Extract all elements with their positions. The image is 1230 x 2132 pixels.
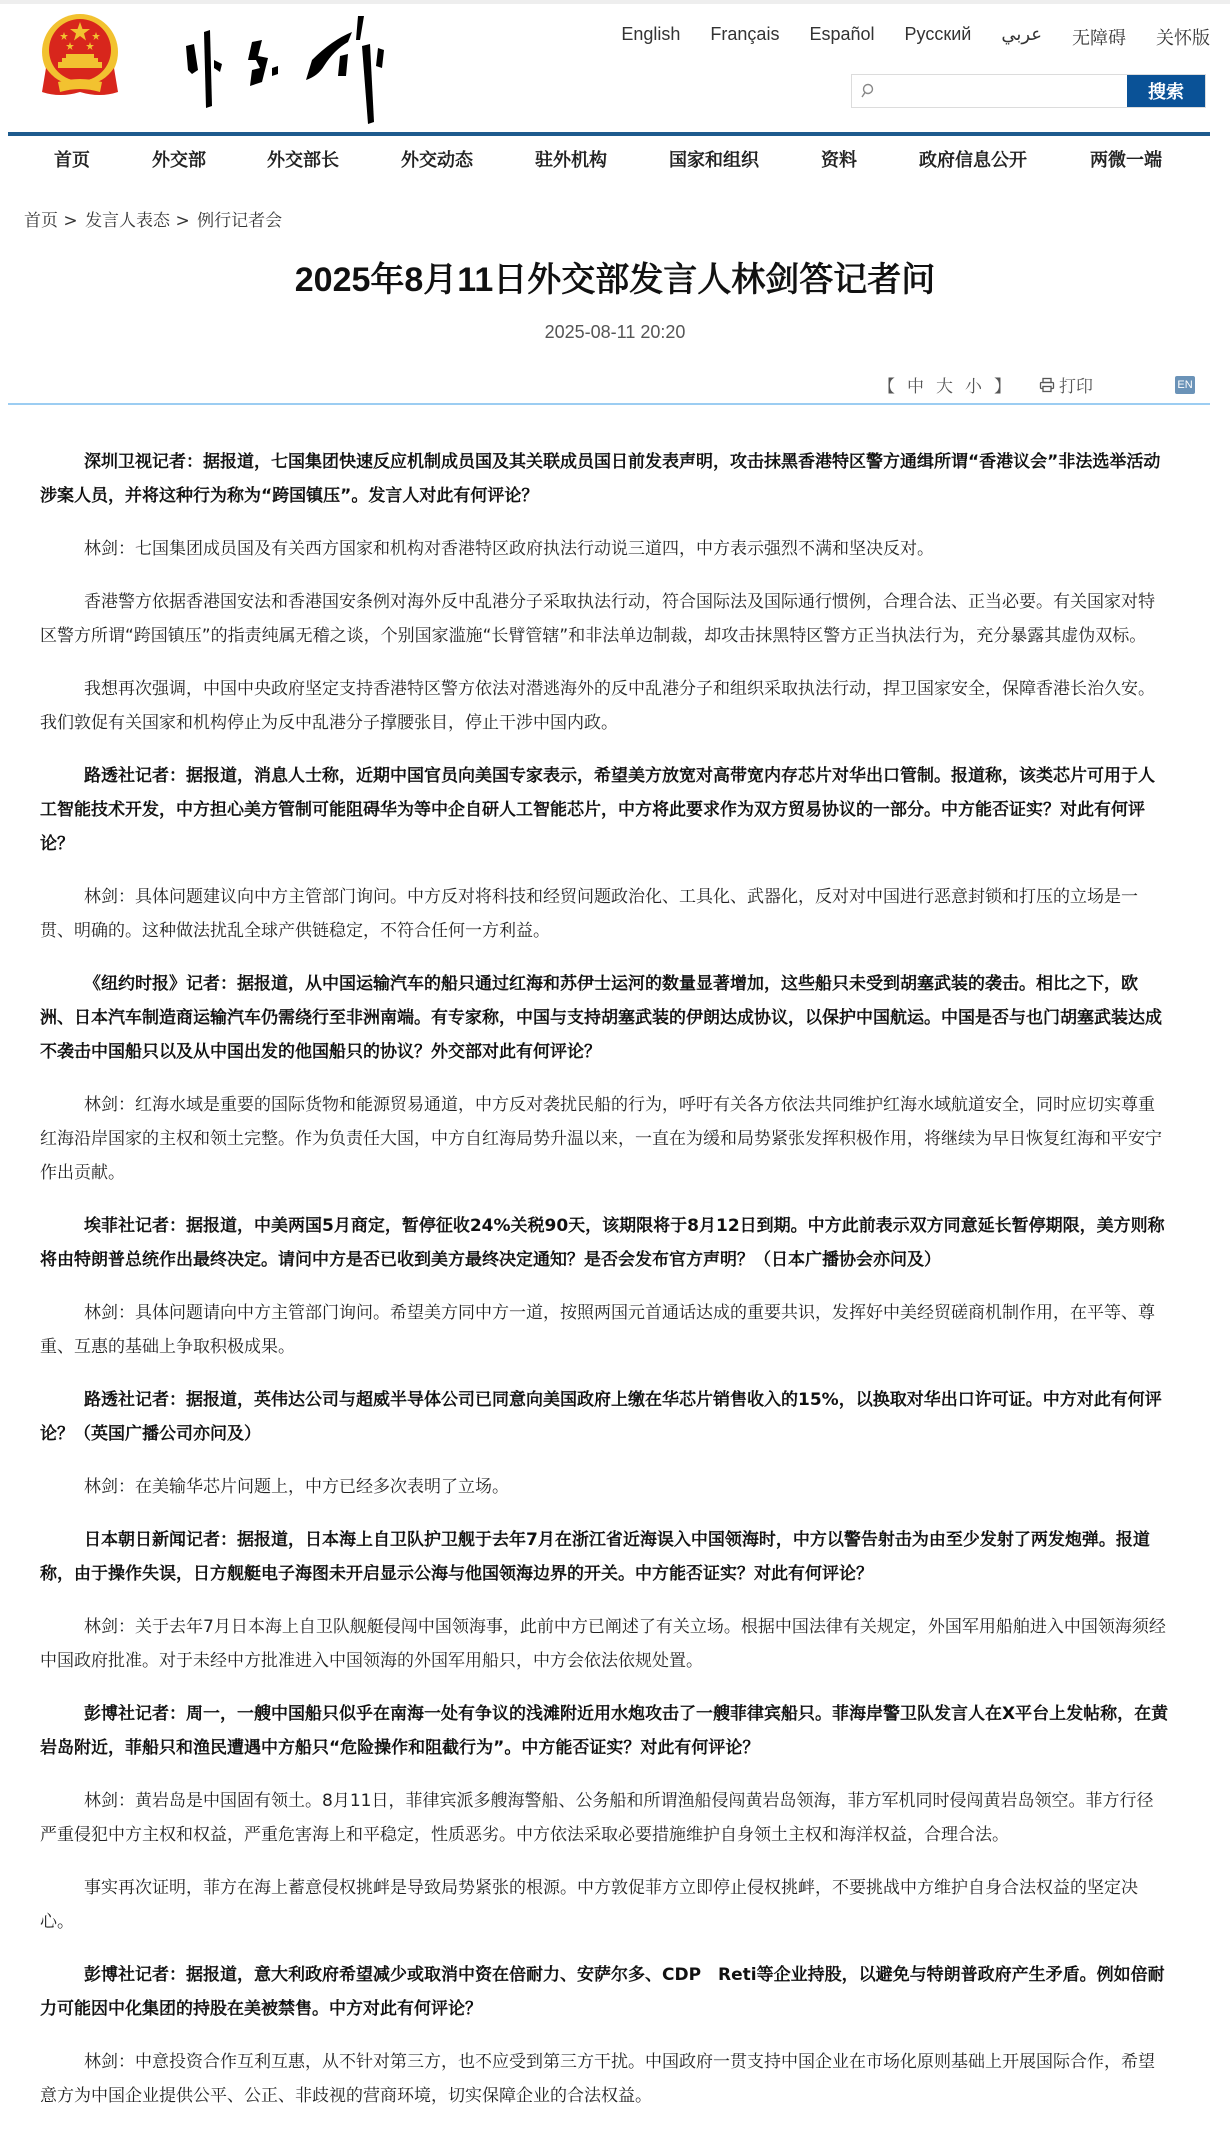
- lang-arabic-link[interactable]: عربي: [1001, 24, 1042, 44]
- breadcrumb-home[interactable]: 首页: [24, 211, 58, 231]
- nav-item-media[interactable]: 两微一端: [1090, 150, 1162, 171]
- question-paragraph: 彭博社记者：据报道，意大利政府希望减少或取消中资在倍耐力、安萨尔多、CDP Reti等企业持股，以避免与特朗普政府产生矛盾。例如倍耐力可能因中化集团的持股在美被禁售。中方对此有何评论？: [40, 1965, 1165, 2019]
- answer-paragraph: 林剑：具体问题建议向中方主管部门询问。中方反对将科技和经贸问题政治化、工具化、武器化，反对对中国进行恶意封锁和打压的立场是一贯、明确的。这种做法扰乱全球产供链稳定，不符合任何一方利益。: [40, 887, 1138, 941]
- question-paragraph: 日本朝日新闻记者：据报道，日本海上自卫队护卫舰于去年7月在浙江省近海误入中国领海时，中方以警告射击为由至少发射了两发炮弹。报道称，由于操作失误，日方舰艇电子海图未开启显示公海与他国领海边界的开关。中方能否证实？对此有何评论？: [40, 1530, 1150, 1584]
- breadcrumb-separator: >: [63, 211, 78, 231]
- question-paragraph: 深圳卫视记者：据报道，七国集团快速反应机制成员国及其关联成员国日前发表声明，攻击抹黑香港特区警方通缉所谓“香港议会”非法选举活动涉案人员，并将这种行为称为“跨国镇压”。发言人对此有何评论？: [40, 452, 1161, 506]
- article-body: [40, 445, 1170, 2132]
- bracket-open: 【: [878, 377, 907, 397]
- answer-paragraph: 林剑：红海水域是重要的国际货物和能源贸易通道，中方反对袭扰民船的行为，呼吁有关各方依法共同维护红海水域航道安全，同时应切实尊重红海沿岸国家的主权和领土完整。作为负责任大国，中方自红海局势升温以来，一直在为缓和局势紧张发挥积极作用，将继续为早日恢复红海和平安宁作出贡献。: [40, 1095, 1162, 1183]
- answer-paragraph: 林剑：具体问题请向中方主管部门询问。希望美方同中方一道，按照两国元首通话达成的重要共识，发挥好中美经贸磋商机制作用，在平等、尊重、互惠的基础上争取积极成果。: [40, 1303, 1155, 1357]
- font-large-button[interactable]: 大: [936, 377, 965, 397]
- breadcrumb-separator: >: [175, 211, 190, 231]
- answer-paragraph: 林剑：关于去年7月日本海上自卫队舰艇侵闯中国领海事，此前中方已阐述了有关立场。根据中国法律有关规定，外国军用船舶进入中国领海须经中国政府批准。对于未经中方批准进入中国领海的外国军用船只，中方会依法依规处置。: [40, 1617, 1166, 1671]
- title-divider: [8, 403, 1210, 405]
- search-button[interactable]: 搜索: [1127, 75, 1205, 107]
- breadcrumb-press-conference[interactable]: 例行记者会: [197, 211, 283, 231]
- answer-paragraph: 林剑：中意投资合作互利互惠，从不针对第三方，也不应受到第三方干扰。中国政府一贯支持中国企业在市场化原则基础上开展国际合作，希望意方为中国企业提供公平、公正、非歧视的营商环境，切实保障企业的合法权益。: [40, 2052, 1155, 2106]
- print-label: 打印: [1059, 377, 1093, 397]
- answer-paragraph: 事实再次证明，菲方在海上蓄意侵权挑衅是导致局势紧张的根源。中方敦促菲方立即停止侵权挑衅，不要挑战中方维护自身合法权益的坚定决心。: [40, 1878, 1138, 1932]
- question-paragraph: 埃菲社记者：据报道，中美两国5月商定，暂停征收24%关税90天，该期限将于8月12日到期。中方此前表示双方同意延长暂停期限，美方则称将由特朗普总统作出最终决定。请问中方是否已收到美方最终决定通知？是否会发布官方声明？（日本广播协会亦问及）: [40, 1216, 1165, 1270]
- question-paragraph: 《纽约时报》记者：据报道，从中国运输汽车的船只通过红海和苏伊士运河的数量显著增加，这些船只未受到胡塞武装的袭击。相比之下，欧洲、日本汽车制造商运输汽车仍需绕行至非洲南端。有专家称，中国与支持胡塞武装的伊朗达成协议，以保护中国航运。中国是否与也门胡塞武装达成不袭击中国船只以及从中国出发的他国船只的协议？外交部对此有何评论？: [40, 974, 1162, 1062]
- printer-icon: [1039, 377, 1055, 393]
- nav-item-activities[interactable]: 外交动态: [401, 150, 473, 171]
- ministry-calligraphy-logo[interactable]: [172, 10, 402, 128]
- answer-paragraph: 林剑：在美输华芯片问题上，中方已经多次表明了立场。: [84, 1477, 509, 1497]
- nav-item-resources[interactable]: 资料: [821, 150, 857, 171]
- nav-item-ministry[interactable]: 外交部: [152, 150, 206, 171]
- nav-item-missions[interactable]: 驻外机构: [535, 150, 607, 171]
- font-medium-button[interactable]: 中: [907, 377, 936, 397]
- nav-item-home[interactable]: 首页: [54, 150, 90, 171]
- english-version-badge[interactable]: EN: [1175, 376, 1195, 394]
- question-paragraph: 路透社记者：据报道，消息人士称，近期中国官员向美国专家表示，希望美方放宽对高带宽内存芯片对华出口管制。报道称，该类芯片可用于人工智能技术开发，中方担心美方管制可能阻碍华为等中企自研人工智能芯片，中方将此要求作为双方贸易协议的一部分。中方能否证实？对此有何评论？: [40, 766, 1155, 854]
- national-emblem-icon[interactable]: [40, 12, 120, 98]
- nav-item-gov-info[interactable]: 政府信息公开: [919, 150, 1027, 171]
- nav-top-line: [8, 132, 1210, 136]
- page-title: 2025年8月11日外交部发言人林剑答记者问: [294, 261, 936, 299]
- bracket-close: 】: [994, 377, 1023, 397]
- nav-item-minister[interactable]: 外交部长: [267, 150, 339, 171]
- language-bar: [591, 24, 1210, 50]
- lang-english-link[interactable]: English: [621, 24, 681, 44]
- lang-russian-link[interactable]: Русский: [904, 24, 972, 44]
- answer-paragraph: 我想再次强调，中国中央政府坚定支持香港特区警方依法对潜逃海外的反中乱港分子和组织采取执法行动，捍卫国家安全，保障香港长治久安。我们敦促有关国家和机构停止为反中乱港分子撑腰张目，停止干涉中国内政。: [40, 679, 1155, 733]
- answer-paragraph: 林剑：七国集团成员国及有关西方国家和机构对香港特区政府执法行动说三道四，中方表示强烈不满和坚决反对。: [84, 539, 934, 559]
- search-box: [851, 74, 1206, 108]
- search-input[interactable]: [882, 75, 1127, 107]
- breadcrumb-spokesperson[interactable]: 发言人表态: [85, 211, 171, 231]
- answer-paragraph: 香港警方依据香港国安法和香港国安条例对海外反中乱港分子采取执法行动，符合国际法及国际通行惯例，合理合法、正当必要。有关国家对特区警方所谓“跨国镇压”的指责纯属无稽之谈，个别国家滥施“长臂管辖”和非法单边制裁，却攻击抹黑特区警方正当执法行为，充分暴露其虚伪双标。: [40, 592, 1155, 646]
- font-size-controls: [878, 372, 1023, 397]
- accessibility-link[interactable]: 无障碍: [1072, 28, 1126, 48]
- care-version-link[interactable]: 关怀版: [1156, 28, 1210, 48]
- publish-date: 2025-08-11 20:20: [544, 322, 686, 342]
- answer-paragraph: 林剑：黄岩岛是中国固有领土。8月11日，菲律宾派多艘海警船、公务船和所谓渔船侵闯黄岩岛领海，菲方军机同时侵闯黄岩岛领空。菲方行径严重侵犯中方主权和权益，严重危害海上和平稳定，性质恶劣。中方依法采取必要措施维护自身领土主权和海洋权益，合理合法。: [40, 1791, 1154, 1845]
- lang-french-link[interactable]: Français: [710, 24, 780, 44]
- question-paragraph: 彭博社记者：周一，一艘中国船只似乎在南海一处有争议的浅滩附近用水炮攻击了一艘菲律宾船只。菲海岸警卫队发言人在X平台上发帖称，在黄岩岛附近，菲船只和渔民遭遇中方船只“危险操作和阻截行为”。中方能否证实？对此有何评论？: [40, 1704, 1169, 1758]
- site-header: [0, 4, 1230, 132]
- nav-item-countries[interactable]: 国家和组织: [669, 150, 759, 171]
- main-nav: [0, 138, 1230, 178]
- print-button[interactable]: [1039, 372, 1093, 397]
- question-paragraph: 路透社记者：据报道，英伟达公司与超威半导体公司已同意向美国政府上缴在华芯片销售收入的15%，以换取对华出口许可证。中方对此有何评论？（英国广播公司亦问及）: [40, 1390, 1162, 1444]
- article-tools: [878, 372, 1093, 397]
- font-small-button[interactable]: 小: [965, 377, 994, 397]
- search-icon: [852, 75, 882, 107]
- breadcrumb: [24, 206, 282, 231]
- lang-spanish-link[interactable]: Español: [809, 24, 875, 44]
